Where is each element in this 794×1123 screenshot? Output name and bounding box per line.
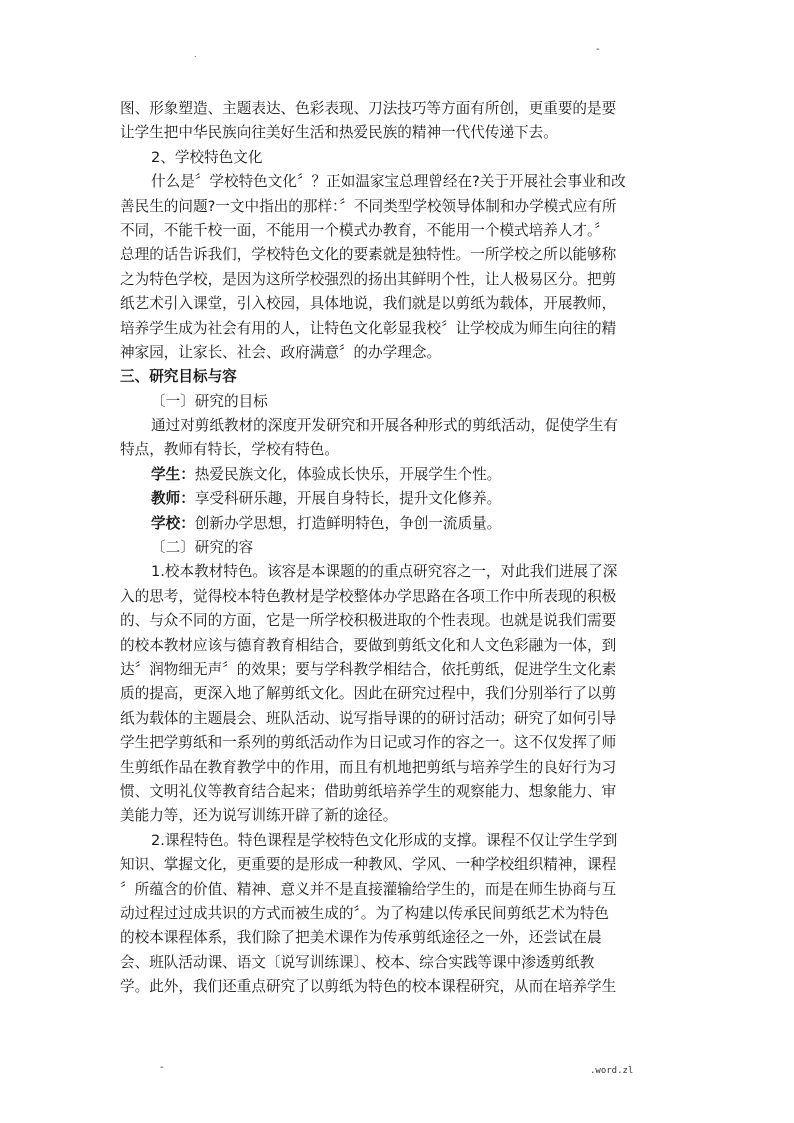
- goal-label-school: 学校：: [151, 514, 195, 532]
- paragraph-line: 培养学生成为社会有用的人，让特色文化彰显我校〞让学校成为师生向往的精: [120, 319, 617, 337]
- section-heading: 2、学校特色文化: [151, 148, 263, 166]
- goal-label-teacher: 教师：: [151, 490, 195, 508]
- paragraph-line: 让学生把中华民族向往美好生活和热爱民族的精神一代代传递下去。: [120, 124, 558, 142]
- paragraph-line: 之为特色学校，是因为这所学校强烈的扬出其鲜明个性，让人极易区分。把剪: [120, 270, 617, 288]
- paragraph-line: 生剪纸作品在教育教学中的作用，而且有机地把剪纸与培养学生的良好行为习: [120, 758, 617, 776]
- goal-text-student: 热爱民族文化，体验成长快乐，开展学生个性。: [194, 465, 502, 483]
- header-dash: -: [596, 44, 600, 55]
- goal-school: [120, 512, 676, 536]
- paragraph-line: 图、形象塑造、主题表达、色彩表现、刀法技巧等方面有所创，更重要的是要: [120, 100, 617, 117]
- paragraph-line: 美能力等，还为说写训练开辟了新的途径。: [120, 807, 398, 825]
- paragraph-line: 的校本课程体系，我们除了把美术课作为传承剪纸途径之一外，还尝试在晨: [120, 929, 602, 947]
- subsection-heading: 〔二〕研究的容: [151, 539, 254, 557]
- paragraph-line: 知识、掌握文化，更重要的是形成一种教风、学风、一种学校组织精神，课程: [120, 856, 617, 874]
- paragraph-line: 2.课程特色。特色课程是学校特色文化形成的支撑。课程不仅让学生学到: [151, 831, 618, 849]
- goal-label-student: 学生：: [151, 465, 195, 483]
- paragraph-line: 学生把学剪纸和一系列的剪纸活动作为日记或习作的容之一。这不仅发挥了师: [120, 734, 617, 752]
- header-dot: .: [194, 50, 197, 59]
- chapter-heading: 三、研究目标与容: [120, 368, 237, 386]
- goal-text-school: 创新办学思想，打造鲜明特色，争创一流质量。: [194, 514, 502, 532]
- paragraph-line: 纸为载体的主题晨会、班队活动、说写指导课的的研讨活动；研究了如何引导: [120, 709, 617, 727]
- document-body: [120, 97, 676, 999]
- paragraph-line: 惯、文明礼仪等教育结合起来；借助剪纸培养学生的观察能力、想象能力、审: [120, 782, 617, 800]
- goal-student: [120, 463, 676, 487]
- paragraph-line: 1.校本教材特色。该容是本课题的的重点研究容之一，对此我们进展了深: [151, 563, 618, 581]
- footer-text: .word.zl: [590, 1066, 634, 1076]
- paragraph-line: 〞所蕴含的价值、精神、意义并不是直接灌输给学生的，而是在师生协商与互: [120, 880, 617, 898]
- paragraph-line: 神家园，让家长、社会、政府满意〞的办学理念。: [120, 343, 442, 361]
- subsection-heading: 〔一〕研究的目标: [151, 392, 268, 410]
- paragraph-line: 学。此外，我们还重点研究了以剪纸为特色的校本课程研究，从而在培养学生: [120, 978, 617, 996]
- paragraph-line: 不同，不能千校一面，不能用一个模式办教育，不能用一个模式培养人才。〞: [120, 221, 609, 239]
- paragraph-line: 什么是〞学校特色文化〞？正如温家宝总理曾经在?关于开展社会事业和改: [151, 173, 626, 191]
- footer-dash: -: [160, 1062, 164, 1073]
- goal-teacher: [120, 487, 676, 511]
- paragraph-line: 达〞润物细无声〞的效果；要与学科教学相结合，依托剪纸，促进学生文化素: [120, 660, 617, 678]
- paragraph-line: 质的提高，更深入地了解剪纸文化。因此在研究过程中，我们分别举行了以剪: [120, 685, 617, 703]
- paragraph-line: 的校本教材应该与德育教育相结合，要做到剪纸文化和人文色彩融为一体，到: [120, 636, 617, 654]
- paragraph-line: 善民生的问题?一文中指出的那样：〞不同类型学校领导体制和办学模式应有所: [120, 197, 617, 215]
- paragraph-line: 的、与众不同的方面，它是一所学校积极进取的个性表现。也就是说我们需要: [120, 612, 617, 630]
- paragraph-line: 通过对剪纸教材的深度开发研究和开展各种形式的剪纸活动，促使学生有: [151, 417, 619, 435]
- paragraph-line: 纸艺术引入课堂，引入校园，具体地说，我们就是以剪纸为载体，开展教师，: [120, 295, 617, 313]
- paragraph-line: 特点，教师有特长，学校有特色。: [120, 441, 339, 459]
- paragraph-line: 入的思考，觉得校本特色教材是学校整体办学思路在各项工作中所表现的积极: [120, 587, 617, 605]
- paragraph-line: 动过程过过成共识的方式而被生成的〞。为了构建以传承民间剪纸艺术为特色: [120, 904, 609, 922]
- goal-text-teacher: 享受科研乐趣，开展自身特长，提升文化修养。: [194, 490, 502, 508]
- paragraph-line: 总理的话告诉我们，学校特色文化的要素就是独特性。一所学校之所以能够称: [120, 246, 617, 264]
- paragraph-line: 会、班队活动课、语文〔说写训练课〕、校本、综合实践等课中渗透剪纸教: [120, 953, 595, 971]
